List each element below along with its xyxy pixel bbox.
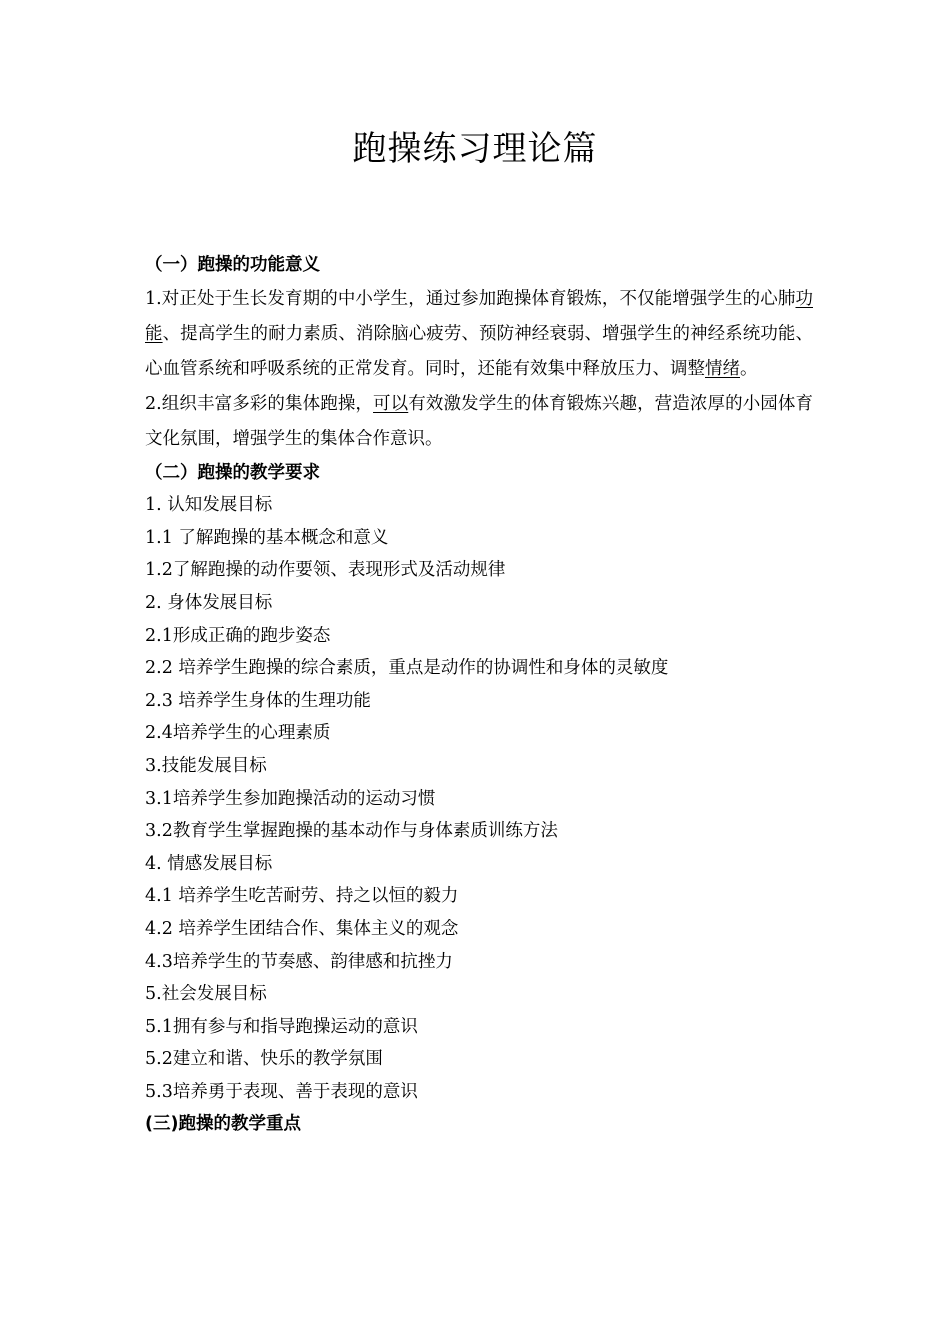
underlined-word-function: 功能 xyxy=(145,288,813,344)
paragraph-1 xyxy=(145,282,813,387)
section-heading-3: (三)跑操的教学重点 xyxy=(145,1114,301,1135)
list-item: 5.3培养勇于表现、善于表现的意识 xyxy=(145,1081,418,1102)
list-item: 3.技能发展目标 xyxy=(145,755,267,776)
list-item: 1.1 了解跑操的基本概念和意义 xyxy=(145,527,389,548)
list-item: 5.1拥有参与和指导跑操运动的意识 xyxy=(145,1016,418,1037)
paragraph-2 xyxy=(145,387,813,457)
list-item: 2. 身体发展目标 xyxy=(145,592,273,613)
list-item: 4. 情感发展目标 xyxy=(145,853,273,874)
list-item: 3.2教育学生掌握跑操的基本动作与身体素质训练方法 xyxy=(145,821,558,842)
list-item: 4.3培养学生的节奏感、韵律感和抗挫力 xyxy=(145,951,453,972)
list-item: 3.1培养学生参加跑操活动的运动习惯 xyxy=(145,788,436,809)
list-item: 4.1 培养学生吃苦耐劳、持之以恒的毅力 xyxy=(145,886,459,907)
section-heading-1: （一）跑操的功能意义 xyxy=(145,255,320,275)
list-item: 2.2 培养学生跑操的综合素质，重点是动作的协调性和身体的灵敏度 xyxy=(145,658,669,679)
paragraph-1-text-a: 1.对正处于生长发育期的中小学生，通过参加跑操体育锻炼，不仅能增强学生的心肺 xyxy=(145,288,796,309)
list-item: 4.2 培养学生团结合作、集体主义的观念 xyxy=(145,918,459,939)
section-heading-2: （二）跑操的教学要求 xyxy=(145,462,320,483)
paragraph-1-text-b: 、提高学生的耐力素质、消除脑心疲劳、预防神经衰弱、增强学生的神经系统功能、心血管系统和呼吸系统的正常发育。同时，还能有效集中释放压力、调整 xyxy=(145,323,814,379)
paragraph-2-text-b: 有效激发学生的体育锻炼兴趣，营造浓厚的小园体育文化氛围，增强学生的集体合作意识。 xyxy=(145,393,814,449)
list-item: 5.社会发展目标 xyxy=(145,984,267,1005)
list-item: 5.2建立和谐、快乐的教学氛围 xyxy=(145,1049,383,1070)
list-item: 2.4培养学生的心理素质 xyxy=(145,723,331,744)
paragraph-1-text-c: 。 xyxy=(740,358,758,379)
document-title: 跑操练习理论篇 xyxy=(352,129,598,169)
list-item: 1.2了解跑操的动作要领、表现形式及活动规律 xyxy=(145,560,506,581)
document-body xyxy=(145,249,813,1141)
underlined-word-emotion: 情绪 xyxy=(705,358,740,379)
list-item: 1. 认知发展目标 xyxy=(145,495,273,516)
list-item: 2.3 培养学生身体的生理功能 xyxy=(145,690,371,711)
list-item: 2.1形成正确的跑步姿态 xyxy=(145,625,331,646)
paragraph-2-text-a: 2.组织丰富多彩的集体跑操， xyxy=(145,393,374,414)
underlined-word-can: 可以 xyxy=(373,393,409,414)
